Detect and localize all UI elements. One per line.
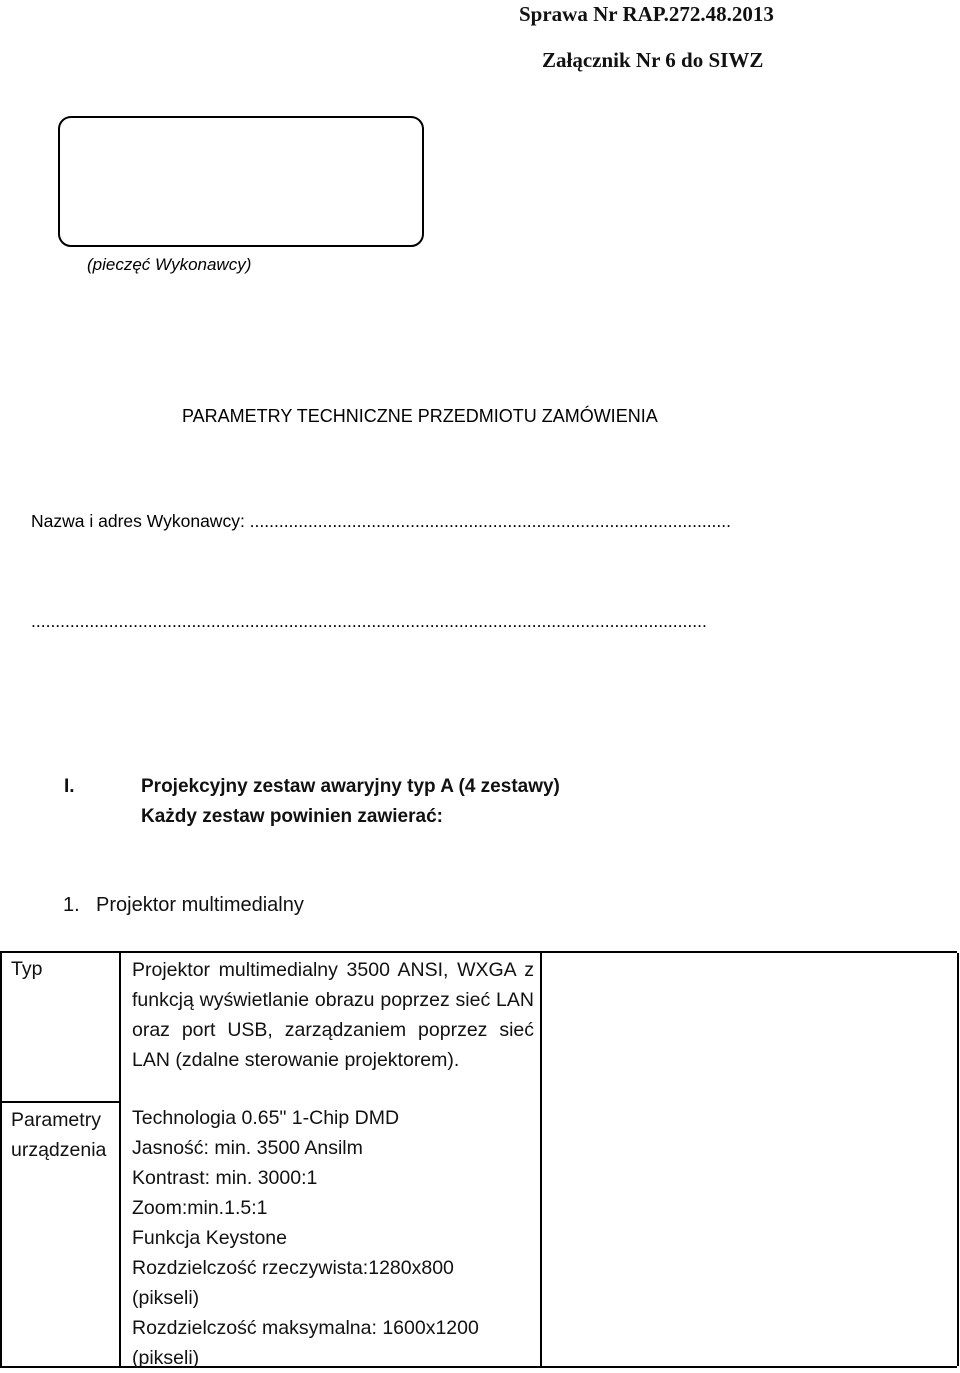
type-label: Typ (11, 958, 43, 980)
params-label (11, 1105, 106, 1165)
item-number: 1. (63, 894, 80, 916)
table-divider (119, 953, 121, 1366)
param-line: Rozdzielczość rzeczywista:1280x800 (132, 1257, 454, 1279)
param-line: Zoom:min.1.5:1 (132, 1197, 268, 1219)
stamp-caption: (pieczęć Wykonawcy) (87, 255, 252, 274)
params-label-line: Parametry (11, 1109, 101, 1131)
params-value (132, 1103, 534, 1373)
param-line: Rozdzielczość maksymalna: 1600x1200 (132, 1317, 479, 1339)
contractor-address-line: ........................................................................................................................................... (31, 611, 707, 631)
table-row-divider (2, 1101, 119, 1103)
param-line: Technologia 0.65" 1-Chip DMD (132, 1107, 400, 1129)
section-title: Projekcyjny zestaw awaryjny typ A (4 zestawy) (141, 776, 560, 797)
contractor-name-line: Nazwa i adres Wykonawcy: ................................................................................................... (31, 511, 732, 531)
case-number: Sprawa Nr RAP.272.48.2013 (519, 2, 774, 26)
param-line: Kontrast: min. 3000:1 (132, 1167, 318, 1189)
stamp-box (58, 116, 424, 247)
param-line: (pikseli) (132, 1287, 200, 1309)
table-divider (957, 953, 959, 1366)
type-value: Projektor multimedialny 3500 ANSI, WXGA z funkcją wyświetlanie obrazu poprzez sieć LAN oraz port USB, zarządzaniem poprzez sieć LAN (zdalne sterowanie projektorem). (132, 959, 534, 1071)
param-line: (pikseli) (132, 1347, 200, 1369)
section-subtitle: Każdy zestaw powinien zawierać: (141, 806, 443, 827)
param-line: Funkcja Keystone (132, 1227, 288, 1249)
item-title: Projektor multimedialny (96, 894, 304, 916)
document-title: PARAMETRY TECHNICZNE PRZEDMIOTU ZAMÓWIENIA (182, 406, 658, 426)
spec-table (0, 951, 957, 1368)
section-number: I. (64, 776, 75, 797)
table-divider (540, 953, 542, 1366)
param-line: Jasność: min. 3500 Ansilm (132, 1137, 363, 1159)
params-label-line: urządzenia (11, 1139, 107, 1161)
annex-title: Załącznik Nr 6 do SIWZ (542, 48, 764, 72)
